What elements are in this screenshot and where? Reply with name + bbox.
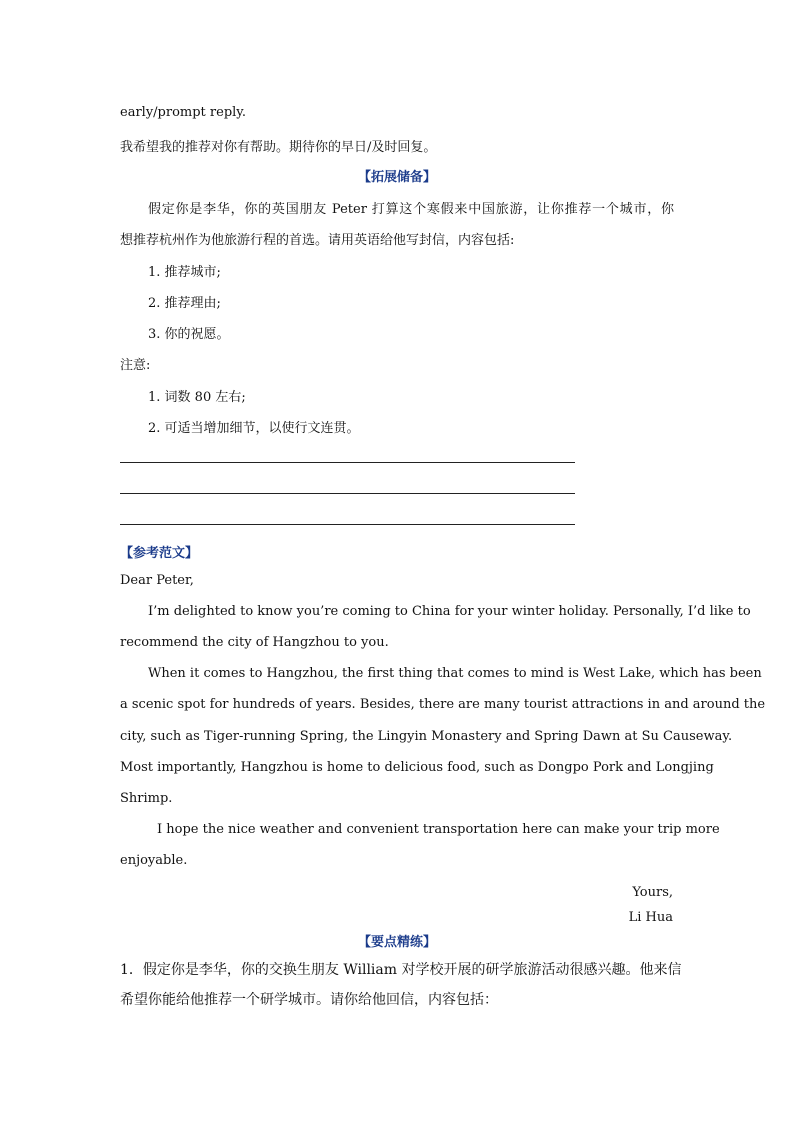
letter-greeting: Dear Peter,	[120, 573, 194, 588]
writing-line[interactable]	[120, 462, 575, 463]
letter-paragraph: recommend the city of Hangzhou to you.	[120, 635, 389, 650]
note-label: 注意:	[120, 358, 151, 373]
letter-paragraph: I hope the nice weather and convenient transportation here can make your trip more	[157, 822, 720, 837]
letter-paragraph: a scenic spot for hundreds of years. Besides, there are many tourist attractions in and around the	[120, 697, 766, 712]
task-item: 2. 推荐理由;	[148, 296, 221, 311]
letter-paragraph: enjoyable.	[120, 853, 188, 868]
section-heading-practice: 【要点精练】	[357, 935, 436, 950]
task-paragraph: 想推荐杭州作为他旅游行程的首选。请用英语给他写封信，内容包括:	[120, 233, 515, 248]
section-heading-sample: 【参考范文】	[120, 546, 199, 561]
letter-paragraph: Shrimp.	[120, 791, 173, 806]
text-line: early/prompt reply.	[120, 105, 247, 120]
writing-line[interactable]	[120, 524, 575, 525]
letter-closing: Yours,	[632, 885, 673, 900]
task-item: 1. 推荐城市;	[148, 265, 221, 280]
text-line: 我希望我的推荐对你有帮助。期待你的早日/及时回复。	[120, 140, 437, 155]
note-item: 2. 可适当增加细节，以使行文连贯。	[148, 421, 360, 436]
practice-question: 1．假定你是李华，你的交换生朋友 William 对学校开展的研学旅游活动很感兴趣。他来信	[120, 962, 682, 978]
letter-paragraph: I’m delighted to know you’re coming to China for your winter holiday. Personally, I’d like to	[148, 604, 751, 619]
task-paragraph: 假定你是李华，你的英国朋友 Peter 打算这个寒假来中国旅游，让你推荐一个城市，你	[148, 202, 674, 217]
note-item: 1. 词数 80 左右;	[148, 390, 246, 405]
letter-signature: Li Hua	[628, 910, 673, 925]
practice-question: 希望你能给他推荐一个研学城市。请你给他回信，内容包括：	[120, 992, 498, 1008]
letter-paragraph: When it comes to Hangzhou, the first thing that comes to mind is West Lake, which has been	[148, 666, 762, 681]
writing-line[interactable]	[120, 493, 575, 494]
section-heading-expand: 【拓展储备】	[357, 170, 436, 185]
letter-paragraph: city, such as Tiger-running Spring, the Lingyin Monastery and Spring Dawn at Su Causeway.	[120, 729, 733, 744]
task-item: 3. 你的祝愿。	[148, 327, 230, 342]
letter-paragraph: Most importantly, Hangzhou is home to delicious food, such as Dongpo Pork and Longjing	[120, 760, 714, 775]
